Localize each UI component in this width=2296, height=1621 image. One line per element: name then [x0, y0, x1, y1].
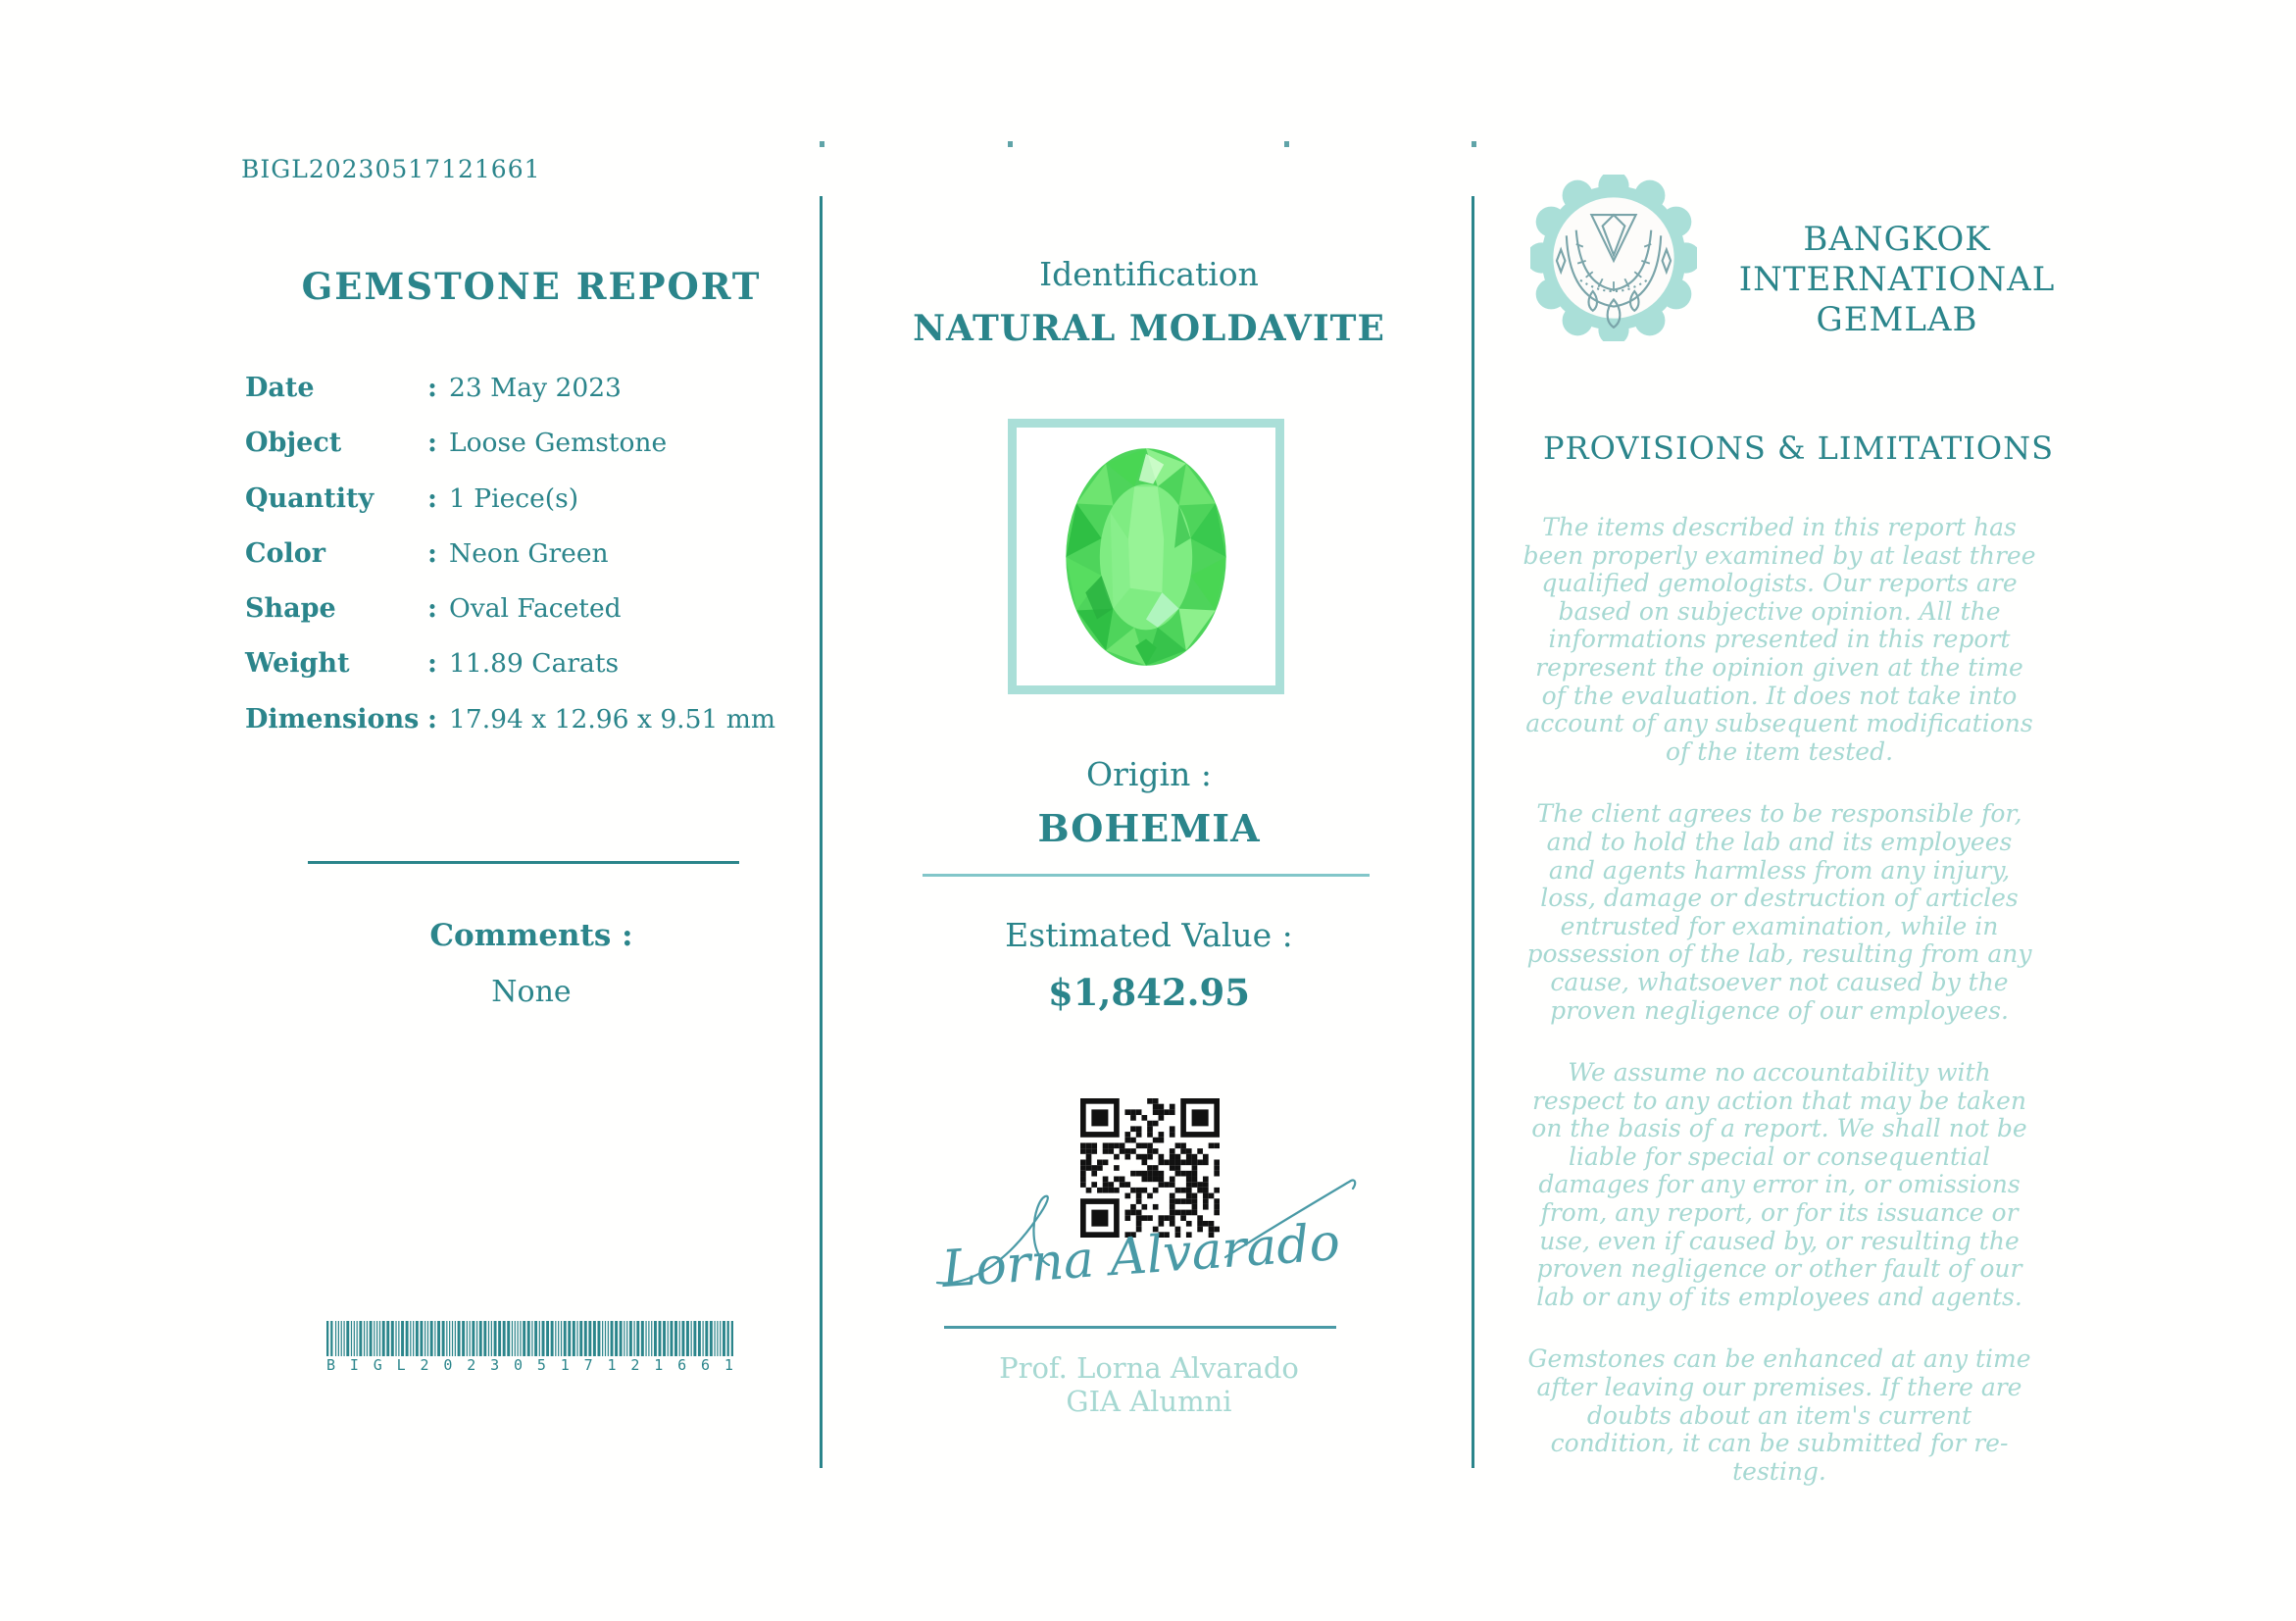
field-row-object	[245, 428, 794, 482]
lab-name-line: INTERNATIONAL	[1738, 260, 2056, 299]
field-label: Dimensions	[245, 703, 420, 735]
signature	[931, 1167, 1363, 1324]
field-label: Quantity	[245, 482, 374, 514]
field-label: Shape	[245, 593, 336, 625]
identification-value: NATURAL MOLDAVITE	[913, 308, 1385, 349]
field-colon: :	[427, 482, 437, 514]
origin-divider-line	[923, 874, 1370, 877]
field-row-dimensions	[245, 704, 794, 759]
report-fields-table	[245, 373, 794, 759]
field-row-weight	[245, 648, 794, 703]
field-value: 1 Piece(s)	[449, 482, 579, 514]
gemstone-image	[1057, 441, 1235, 673]
gemstone-photo-frame	[1008, 419, 1284, 694]
field-label: Color	[245, 537, 325, 569]
barcode-text: B I G L 2 0 2 3 0 5 1 7 1 2 1 6 6 1	[326, 1356, 733, 1374]
column-divider-left	[820, 196, 823, 1468]
identification-heading: Identification	[1039, 255, 1259, 293]
origin-value: BOHEMIA	[1037, 806, 1261, 850]
field-label: Date	[245, 373, 315, 403]
estimated-value-heading: Estimated Value :	[1005, 916, 1293, 954]
crop-mark-dot	[1008, 141, 1013, 147]
provisions-heading: PROVISIONS & LIMITATIONS	[1543, 430, 2054, 467]
comments-value: None	[491, 975, 572, 1009]
crop-mark-dot	[820, 141, 824, 147]
barcode	[326, 1321, 733, 1373]
lab-name	[1720, 220, 2074, 340]
report-number: BIGL20230517121661	[241, 155, 541, 183]
field-label: Weight	[245, 648, 350, 680]
field-value: 23 May 2023	[449, 373, 622, 403]
field-row-quantity	[245, 483, 794, 538]
field-value: Neon Green	[449, 537, 609, 569]
column-divider-right	[1472, 196, 1474, 1468]
signature-underline	[944, 1326, 1336, 1329]
comments-divider-line	[308, 861, 739, 864]
lab-name-line: BANGKOK	[1803, 220, 1991, 259]
field-value: Oval Faceted	[449, 593, 622, 625]
gemlab-logo-seal-icon	[1530, 175, 1697, 341]
field-row-date	[245, 373, 794, 428]
field-value: Loose Gemstone	[449, 428, 668, 459]
field-row-shape	[245, 593, 794, 648]
field-row-color	[245, 538, 794, 593]
comments-heading: Comments :	[429, 918, 633, 953]
field-colon: :	[427, 593, 437, 625]
provisions-paragraph: The client agrees to be responsible for, and to hold the lab and its employees and agents harmless from any injury, loss, damage or destruction of articles entrusted for examination, while in possession of the lab, resulting from any cause, whatsoever not caused by the proven negligence of our employees.	[1526, 799, 2032, 1025]
signer-title: GIA Alumni	[1066, 1385, 1232, 1418]
provisions-paragraph: Gemstones can be enhanced at any time after leaving our premises. If there are doubts about an item's current condition, it can be submitted for re-testing.	[1527, 1344, 2031, 1486]
field-label: Object	[245, 428, 342, 459]
origin-heading: Origin :	[1086, 755, 1212, 793]
crop-mark-dot	[1472, 141, 1476, 147]
signature-text: Lorna Alvarado	[939, 1212, 1342, 1300]
barcode-bars	[326, 1321, 733, 1356]
field-value: 11.89 Carats	[449, 648, 620, 680]
report-title: GEMSTONE REPORT	[301, 265, 762, 308]
provisions-text	[1522, 514, 2036, 1520]
provisions-paragraph: We assume no accountability with respect to any action that may be taken on the basis of a report. We shall not be liable for special or consequential damages for any error in, or omissions from, any report, or for its issuance or use, even if caused by, or resulting the proven negligence or other fault of our lab or any of its employees and agents.	[1531, 1058, 2027, 1311]
field-colon: :	[427, 703, 437, 735]
field-colon: :	[427, 373, 437, 403]
field-colon: :	[427, 428, 437, 459]
estimated-value: $1,842.95	[1048, 971, 1250, 1014]
field-value: 17.94 x 12.96 x 9.51 mm	[449, 703, 775, 735]
signer-name: Prof. Lorna Alvarado	[999, 1351, 1299, 1385]
provisions-paragraph: The items described in this report has been properly examined by at least three qualified gemologists. Our reports are based on subjective opinion. All the informations presented in this report represent the opinion given at the time of the evaluation. It does not take into account of any subsequent modifications of the item tested.	[1522, 513, 2036, 766]
field-colon: :	[427, 537, 437, 569]
field-colon: :	[427, 648, 437, 680]
crop-mark-dot	[1284, 141, 1289, 147]
lab-name-line: GEMLAB	[1816, 300, 1978, 339]
